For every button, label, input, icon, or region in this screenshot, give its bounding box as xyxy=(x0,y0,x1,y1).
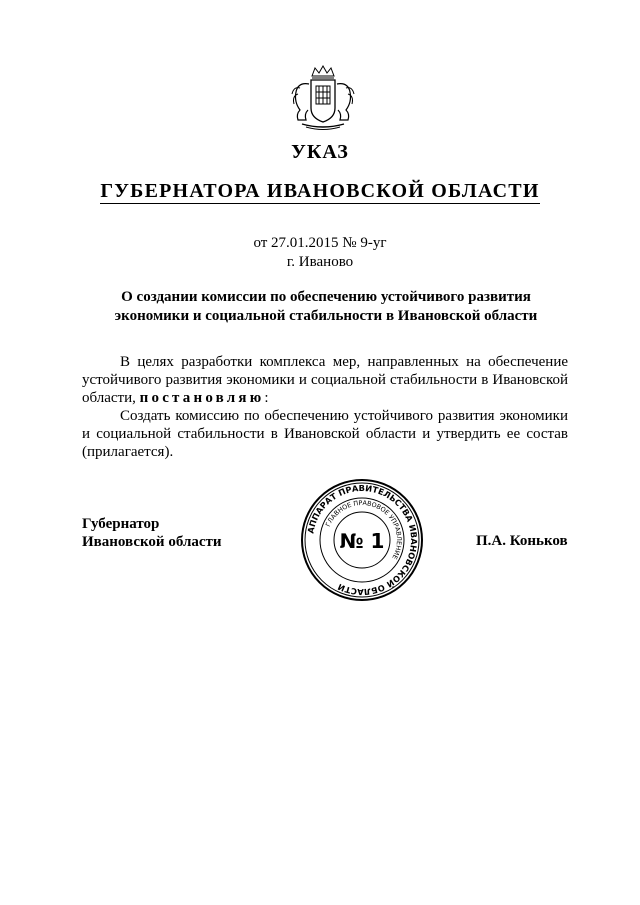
coat-of-arms-icon xyxy=(288,64,358,132)
document-issuer-title xyxy=(0,180,640,203)
preamble-colon: : xyxy=(264,390,269,406)
decree-verb: постановляю xyxy=(139,390,265,406)
document-subject xyxy=(96,288,556,326)
official-seal xyxy=(300,478,424,602)
seal-inner-text: ГЛАВНОЕ ПРАВОВОЕ УПРАВЛЕНИЕ xyxy=(323,498,404,561)
signatory-position xyxy=(82,515,222,551)
document-city: г. Иваново xyxy=(286,254,354,270)
document-type-title: УКАЗ xyxy=(291,141,349,163)
subject-line-2: экономики и социальной стабильности в Ивановской области xyxy=(114,308,538,324)
subject-line-1: О создании комиссии по обеспечению устойчивого развития xyxy=(121,289,531,305)
seal-number: № 1 xyxy=(339,529,385,553)
document-date-number: от 27.01.2015 № 9-уг xyxy=(253,235,387,251)
seal-outer-text: АППАРАТ ПРАВИТЕЛЬСТВА ИВАНОВСКОЙ ОБЛАСТИ xyxy=(305,482,420,598)
position-line-2: Ивановской области xyxy=(82,534,222,550)
body-paragraph-2: Создать комиссию по обеспечению устойчивого развития экономики и социальной стабильности в Ивановской области и утвердить ее состав (прилагается). xyxy=(82,408,568,460)
signatory-name: П.А. Коньков xyxy=(476,533,568,549)
document-body xyxy=(82,353,568,461)
preamble-text: В целях разработки комплекса мер, направленных на обеспечение устойчивого развития экономики и социальной стабильности в Ивановской области, xyxy=(82,354,568,406)
issuer-text: ГУБЕРНАТОРА ИВАНОВСКОЙ ОБЛАСТИ xyxy=(100,180,540,202)
body-paragraph-1 xyxy=(82,353,568,407)
position-line-1: Губернатор xyxy=(82,516,160,532)
